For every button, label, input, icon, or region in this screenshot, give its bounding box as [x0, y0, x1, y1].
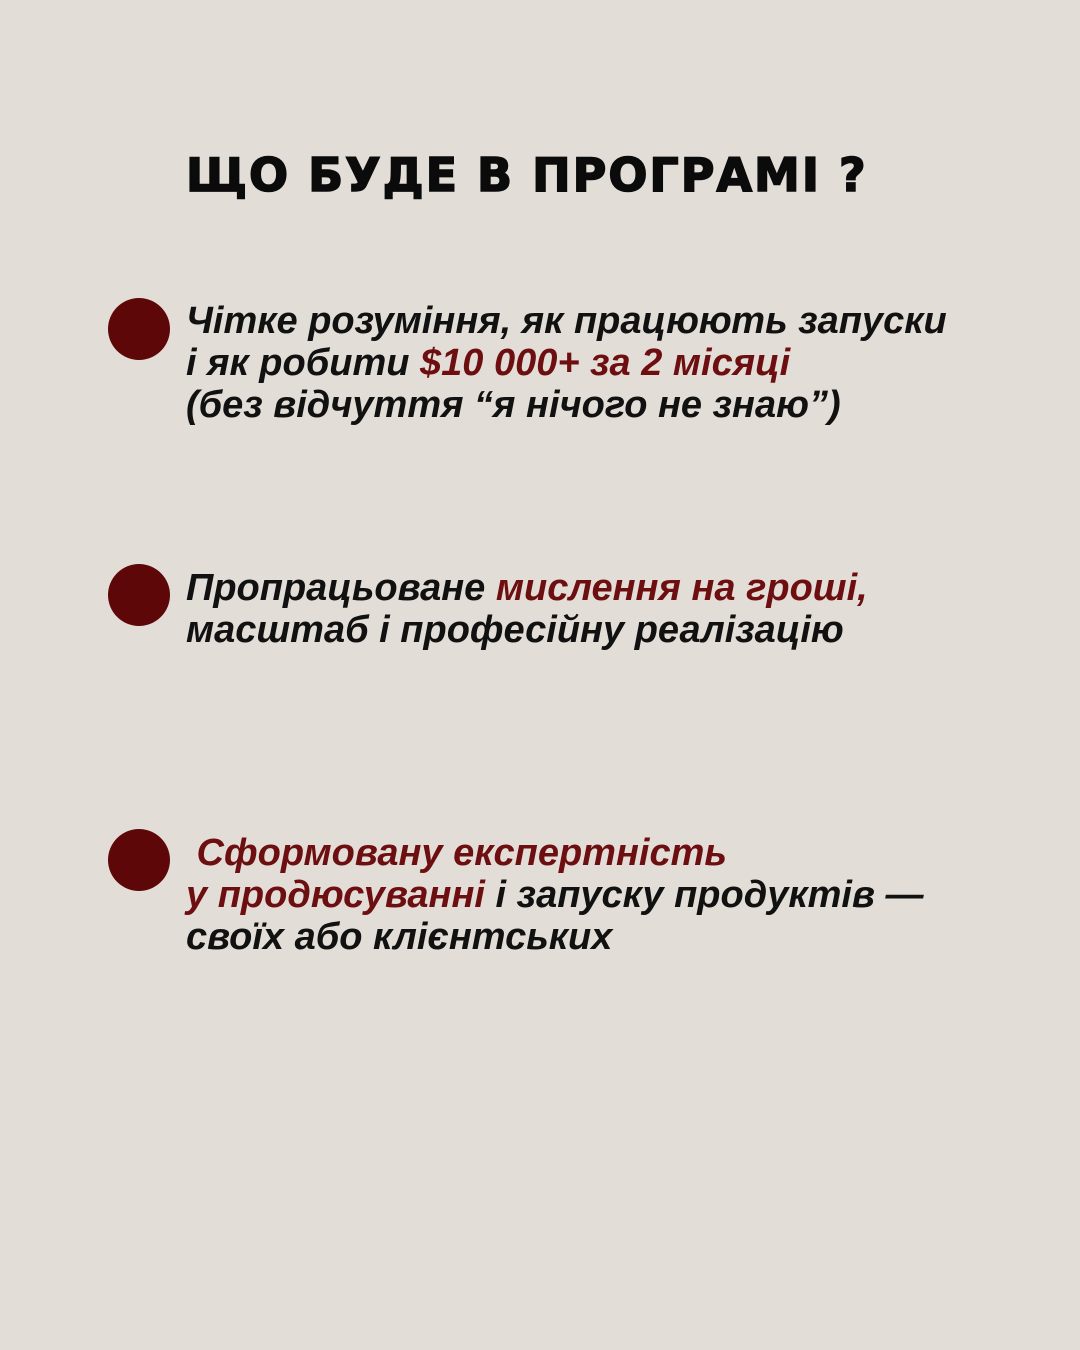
item-line: Чітке розуміння, як працюють запуски	[186, 300, 947, 342]
list-item-text	[186, 832, 923, 958]
item-text-highlight: у продюсуванні	[186, 874, 485, 916]
item-line: своїх або клієнтських	[186, 916, 613, 958]
item-line: (без відчуття “я нічого не знаю”)	[186, 384, 841, 426]
item-text-plain: Пропрацьоване	[186, 567, 496, 609]
item-text-highlight: мислення на гроші,	[495, 567, 868, 609]
item-text-highlight: $10 000+ за 2 місяці	[420, 342, 791, 384]
bullet-dot	[108, 829, 170, 891]
bullet-dot	[108, 298, 170, 360]
item-text-plain: і як робити	[186, 342, 421, 384]
page-title: ЩО БУДЕ В ПРОГРАМІ ?	[186, 148, 868, 202]
item-text-plain: і запуску продуктів —	[485, 874, 924, 916]
list-item-text	[186, 300, 947, 426]
item-line	[186, 874, 923, 916]
item-line: Сформовану експертність	[186, 832, 727, 874]
list-item-text	[186, 567, 868, 651]
bullet-dot	[108, 564, 170, 626]
item-line	[186, 567, 868, 609]
item-line: масштаб і професійну реалізацію	[186, 609, 844, 651]
item-line	[186, 342, 947, 384]
